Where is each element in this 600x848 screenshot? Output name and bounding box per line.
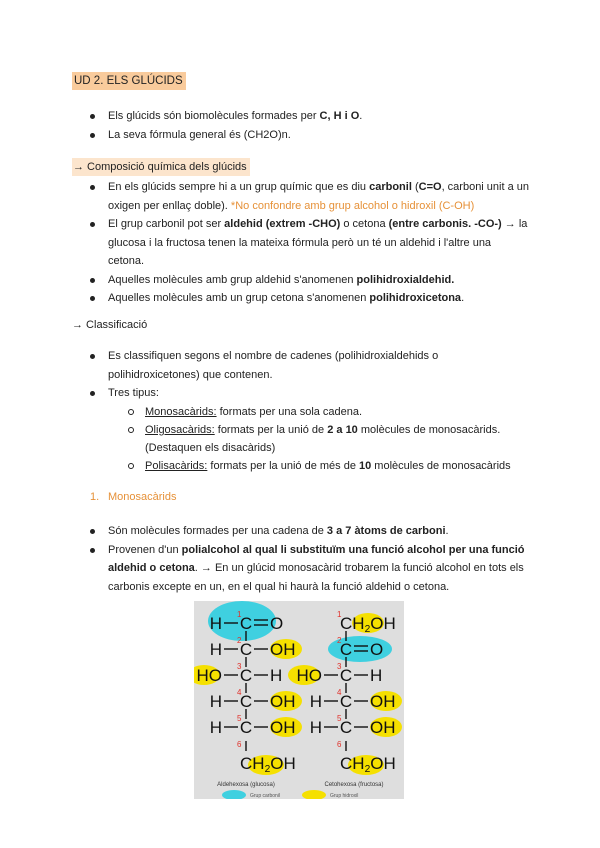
fructose-carbon-number: 2 — [337, 636, 342, 645]
legend-hydroxyl-label: Grup hidroxil — [330, 793, 359, 799]
list-item: Aquelles molècules amb un grup cetona s'anomenen polihidroxicetona. — [90, 289, 530, 308]
structure-diagram — [194, 601, 404, 799]
fructose-left-group: H — [309, 692, 322, 711]
list-item: Oligosacàrids: formats per la unió de 2 a 10 molècules de monosacàrids. (Destaquen els disacàrids) — [127, 421, 530, 457]
glucose-carbon-number: 4 — [237, 688, 242, 697]
list-item: Provenen d'un polialcohol al qual li substituïm una funció alcohol per una funció aldehid o cetona. → En un glúcid monosacàrid trobarem la funció alcohol en tots els carbonis excepte en un, en el qual hi haurà la funció aldehid o cetona. — [90, 541, 530, 597]
glucose-right-group: OH — [270, 718, 296, 737]
list-item: Aquelles molècules amb grup aldehid s'anomenen polihidroxialdehid. — [90, 271, 530, 290]
list-item: Són molècules formades per una cadena de 3 a 7 àtoms de carboni. — [90, 522, 530, 541]
glucose-carbon-atom: C — [239, 692, 253, 711]
fructose-carbon-number: 6 — [337, 740, 342, 749]
intro-list — [90, 107, 530, 144]
glucose-carbon-number: 6 — [237, 740, 242, 749]
list-item: El grup carbonil pot ser aldehid (extrem -CHO) o cetona (entre carbonis. -CO-) → la glucosa i la fructosa tenen la mateixa fórmula però un té un aldehid i l'altre una cetona. — [90, 215, 530, 271]
fructose-carbon-atom: C — [339, 640, 353, 659]
glucose-carbon-number: 3 — [237, 662, 242, 671]
fructose-ch2oh-label: CH2OH — [340, 614, 396, 635]
fructose-ch2oh-label: CH2OH — [340, 754, 396, 775]
glucose-carbon-number: 1 — [237, 610, 242, 619]
fructose-left-group: HO — [296, 666, 322, 685]
glucose-carbon-atom: C — [239, 640, 253, 659]
list-item: Es classifiquen segons el nombre de cadenes (polihidroxialdehids o polihidroxicetones) que contenen. — [90, 347, 530, 384]
glucose-right-group: H — [270, 666, 283, 685]
list-item: Tres tipus: Monosacàrids: formats per una sola cadena. Oligosacàrids: formats per la unió de 2 a 10 molècules de monosacàrids. (Destaquen els disacàrids) Polisacàrids: formats per la unió de més de 10 molècules de monosacàrids — [90, 384, 530, 475]
fructose-carbon-atom: C — [339, 692, 353, 711]
glucose-right-group: OH — [270, 692, 296, 711]
glucose-left-group: H — [209, 640, 222, 659]
legend-carbonyl-swatch — [222, 790, 246, 799]
list-item: En els glúcids sempre hi a un grup químic que es diu carbonil (C=O, carboni unit a un oxigen per enllaç doble). *No confondre amb grup alcohol o hidroxil (C-OH) — [90, 178, 530, 215]
classificacio-list — [90, 347, 530, 475]
list-item: La seva fórmula general és (CH2O)n. — [90, 126, 530, 145]
monosacarids-list — [90, 522, 530, 596]
glucose-caption: Aldehexosa (glucosa) — [217, 782, 275, 788]
fructose-right-group: H — [370, 666, 383, 685]
document-title: UD 2. ELS GLÚCIDS — [72, 72, 186, 90]
glucose-left-group: H — [209, 692, 222, 711]
fructose-carbon-number: 5 — [337, 714, 342, 723]
list-item: Polisacàrids: formats per la unió de més de 10 molècules de monosacàrids — [127, 457, 530, 475]
list-item: Monosacàrids: formats per una sola cadena. — [127, 403, 530, 421]
glucose-carbon-atom: C — [239, 718, 253, 737]
glucose-carbon-atom: C — [239, 666, 253, 685]
fructose-right-group: OH — [370, 718, 396, 737]
note-text: *No confondre amb grup alcohol o hidroxil (C-OH) — [230, 199, 475, 212]
glucose-left-group: HO — [196, 666, 222, 685]
fructose-carbon-number: 4 — [337, 688, 342, 697]
section-heading-composicio: → Composició química dels glúcids — [72, 158, 250, 176]
glucose-carbon-number: 2 — [237, 636, 242, 645]
fructose-left-group: H — [309, 718, 322, 737]
section-heading-monosacarids: 1. Monosacàrids — [90, 491, 177, 503]
composicio-list — [90, 178, 530, 308]
fructose-carbon-atom: C — [339, 666, 353, 685]
glucose-right-group: OH — [270, 640, 296, 659]
glucose-fructose-figure — [194, 601, 404, 799]
legend-carbonyl-label: Grup carbonil — [250, 793, 281, 799]
types-sublist — [127, 403, 530, 475]
fructose-right-group: O — [370, 640, 384, 659]
fructose-carbon-number: 1 — [337, 610, 342, 619]
fructose-carbon-atom: C — [339, 718, 353, 737]
fructose-caption: Cetohexosa (fructosa) — [324, 782, 384, 788]
glucose-left-group: H — [209, 718, 222, 737]
list-item: Els glúcids són biomolècules formades per C, H i O. — [90, 107, 530, 126]
section-heading-classificacio: → Classificació — [72, 319, 148, 331]
glucose-left-group: H — [209, 614, 222, 633]
glucose-carbon-atom: C — [239, 614, 253, 633]
glucose-ch2oh-label: CH2OH — [240, 754, 296, 775]
fructose-carbon-number: 3 — [337, 662, 342, 671]
glucose-carbon-number: 5 — [237, 714, 242, 723]
fructose-right-group: OH — [370, 692, 396, 711]
legend-hydroxyl-swatch — [302, 790, 326, 799]
glucose-right-group: O — [270, 614, 284, 633]
